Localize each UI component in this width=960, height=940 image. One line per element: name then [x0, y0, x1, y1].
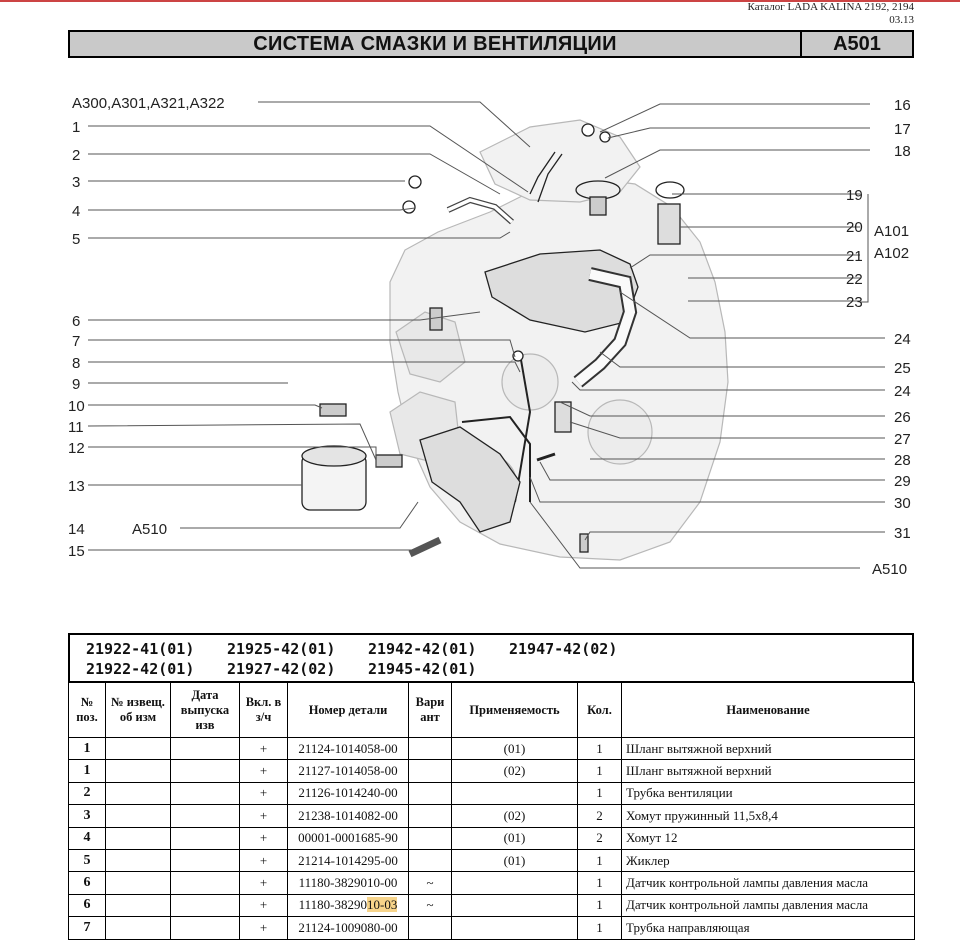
cell-applicability: (01) — [452, 738, 578, 760]
cell-applicability — [452, 894, 578, 916]
table-row — [69, 917, 915, 939]
callout-16: 16 — [894, 97, 911, 114]
cell-part-no: 21126-1014240-00 — [288, 782, 409, 804]
table-row — [69, 894, 915, 916]
model-code: 21945-42(01) — [368, 660, 477, 678]
col-variant: Вари ант — [409, 683, 452, 738]
callout-23: 23 — [846, 294, 863, 311]
table-row — [69, 872, 915, 894]
col-release-date: Дата выпуска изв — [171, 683, 240, 738]
callout-18: 18 — [894, 143, 911, 160]
callout-5: 5 — [72, 231, 81, 248]
model-code: 21927-42(02) — [227, 660, 336, 678]
cell-part-no: 21214-1014295-00 — [288, 849, 409, 871]
cell-part-no: 21238-1014082-00 — [288, 805, 409, 827]
col-pos: № поз. — [69, 683, 106, 738]
cell-part-no: 11180-3829010-00 — [288, 872, 409, 894]
model-list — [68, 633, 914, 683]
cell-included: + — [240, 782, 288, 804]
part-no-prefix: 11180-38290 — [298, 897, 368, 913]
callout-26: 26 — [894, 409, 911, 426]
cell-pos: 2 — [69, 782, 106, 804]
cell-name: Трубка направляющая — [622, 917, 915, 939]
callout-10: 10 — [68, 398, 85, 415]
cell-variant: ~ — [409, 872, 452, 894]
cell-part-no: 21124-1014058-00 — [288, 738, 409, 760]
catalog-header — [748, 1, 914, 27]
cell-variant — [409, 917, 452, 939]
cell-variant — [409, 805, 452, 827]
section-title: СИСТЕМА СМАЗКИ И ВЕНТИЛЯЦИИ — [70, 32, 802, 56]
cell-included: + — [240, 872, 288, 894]
cell-qty: 2 — [578, 805, 622, 827]
cell-applicability — [452, 782, 578, 804]
catalog-date: 03.13 — [889, 14, 914, 26]
callout-30: 30 — [894, 495, 911, 512]
section-title-bar — [68, 30, 914, 58]
callout-27: 27 — [894, 431, 911, 448]
callout-19: 19 — [846, 187, 863, 204]
cell-variant — [409, 738, 452, 760]
part-no-highlight: 10-03 — [367, 897, 398, 913]
cell-qty: 2 — [578, 827, 622, 849]
cell-pos: 4 — [69, 827, 106, 849]
cell-included: + — [240, 738, 288, 760]
cell-applicability: (02) — [452, 805, 578, 827]
cell-variant — [409, 782, 452, 804]
cell-pos: 5 — [69, 849, 106, 871]
callout-8: 8 — [72, 355, 81, 372]
ref-a510-left: A510 — [132, 521, 168, 538]
cell-name: Шланг вытяжной верхний — [622, 760, 915, 782]
cell-variant — [409, 760, 452, 782]
table-header-row — [69, 683, 915, 738]
ref-a101: A101 — [874, 223, 910, 240]
cell-qty: 1 — [578, 738, 622, 760]
col-included: Вкл. в з/ч — [240, 683, 288, 738]
cell-name: Жиклер — [622, 849, 915, 871]
callout-24b: 24 — [894, 383, 911, 400]
cell-applicability: (01) — [452, 849, 578, 871]
callout-4: 4 — [72, 203, 81, 220]
col-change-no: № извещ. об изм — [106, 683, 171, 738]
callout-12: 12 — [68, 440, 85, 457]
cell-name: Датчик контрольной лампы давления масла — [622, 872, 915, 894]
cell-name: Хомут пружинный 11,5х8,4 — [622, 805, 915, 827]
table-row — [69, 760, 915, 782]
col-qty: Кол. — [578, 683, 622, 738]
callout-1: 1 — [72, 119, 81, 136]
cell-name: Хомут 12 — [622, 827, 915, 849]
callout-21: 21 — [846, 248, 863, 265]
cell-pos: 6 — [69, 894, 106, 916]
exploded-diagram — [60, 82, 920, 592]
cell-included: + — [240, 827, 288, 849]
cell-part-no: 21127-1014058-00 — [288, 760, 409, 782]
cell-qty: 1 — [578, 782, 622, 804]
cell-name: Шланг вытяжной верхний — [622, 738, 915, 760]
callout-17: 17 — [894, 121, 911, 138]
cell-part-no: 21124-1009080-00 — [288, 917, 409, 939]
table-row — [69, 827, 915, 849]
callout-20: 20 — [846, 219, 863, 236]
callout-3: 3 — [72, 174, 81, 191]
table-row — [69, 849, 915, 871]
cell-pos: 6 — [69, 872, 106, 894]
cell-qty: 1 — [578, 917, 622, 939]
cell-pos: 7 — [69, 917, 106, 939]
cell-qty: 1 — [578, 849, 622, 871]
cell-included: + — [240, 805, 288, 827]
model-code: 21947-42(02) — [509, 640, 618, 658]
callout-2: 2 — [72, 147, 81, 164]
ref-top: A300,A301,A321,A322 — [72, 95, 225, 112]
cell-variant — [409, 849, 452, 871]
cell-variant — [409, 827, 452, 849]
callout-24: 24 — [894, 331, 911, 348]
ref-a102: A102 — [874, 245, 910, 262]
col-part-no: Номер детали — [288, 683, 409, 738]
callout-6: 6 — [72, 313, 81, 330]
model-code: 21925-42(01) — [227, 640, 336, 658]
cell-name: Трубка вентиляции — [622, 782, 915, 804]
cell-variant: ~ — [409, 894, 452, 916]
table-row — [69, 782, 915, 804]
ref-a510-right: A510 — [872, 561, 908, 578]
callout-15: 15 — [68, 543, 85, 560]
model-code: 21942-42(01) — [368, 640, 477, 658]
callout-31: 31 — [894, 525, 911, 542]
cell-pos: 1 — [69, 738, 106, 760]
section-code: A501 — [833, 33, 881, 55]
callout-7: 7 — [72, 333, 81, 350]
cell-part-no — [288, 894, 409, 916]
callout-13: 13 — [68, 478, 85, 495]
callout-9: 9 — [72, 376, 81, 393]
cell-applicability: (01) — [452, 827, 578, 849]
table-row — [69, 738, 915, 760]
cell-pos: 1 — [69, 760, 106, 782]
cell-applicability: (02) — [452, 760, 578, 782]
cell-qty: 1 — [578, 760, 622, 782]
cell-applicability — [452, 917, 578, 939]
cell-part-no: 00001-0001685-90 — [288, 827, 409, 849]
cell-qty: 1 — [578, 894, 622, 916]
cell-applicability — [452, 872, 578, 894]
cell-included: + — [240, 849, 288, 871]
table-row — [69, 805, 915, 827]
col-applicability: Применяемость — [452, 683, 578, 738]
parts-table — [68, 682, 915, 940]
callout-25: 25 — [894, 360, 911, 377]
cell-name: Датчик контрольной лампы давления масла — [622, 894, 915, 916]
cell-qty: 1 — [578, 872, 622, 894]
callout-28: 28 — [894, 452, 911, 469]
callout-29: 29 — [894, 473, 911, 490]
catalog-title: Каталог LADA KALINA 2192, 2194 — [747, 1, 914, 13]
col-name: Наименование — [622, 683, 915, 738]
cell-pos: 3 — [69, 805, 106, 827]
cell-included: + — [240, 917, 288, 939]
cell-included: + — [240, 894, 288, 916]
cell-included: + — [240, 760, 288, 782]
model-code: 21922-42(01) — [86, 660, 195, 678]
model-code: 21922-41(01) — [86, 640, 195, 658]
callout-22: 22 — [846, 271, 863, 288]
callout-11: 11 — [68, 419, 84, 436]
callout-14: 14 — [68, 521, 85, 538]
